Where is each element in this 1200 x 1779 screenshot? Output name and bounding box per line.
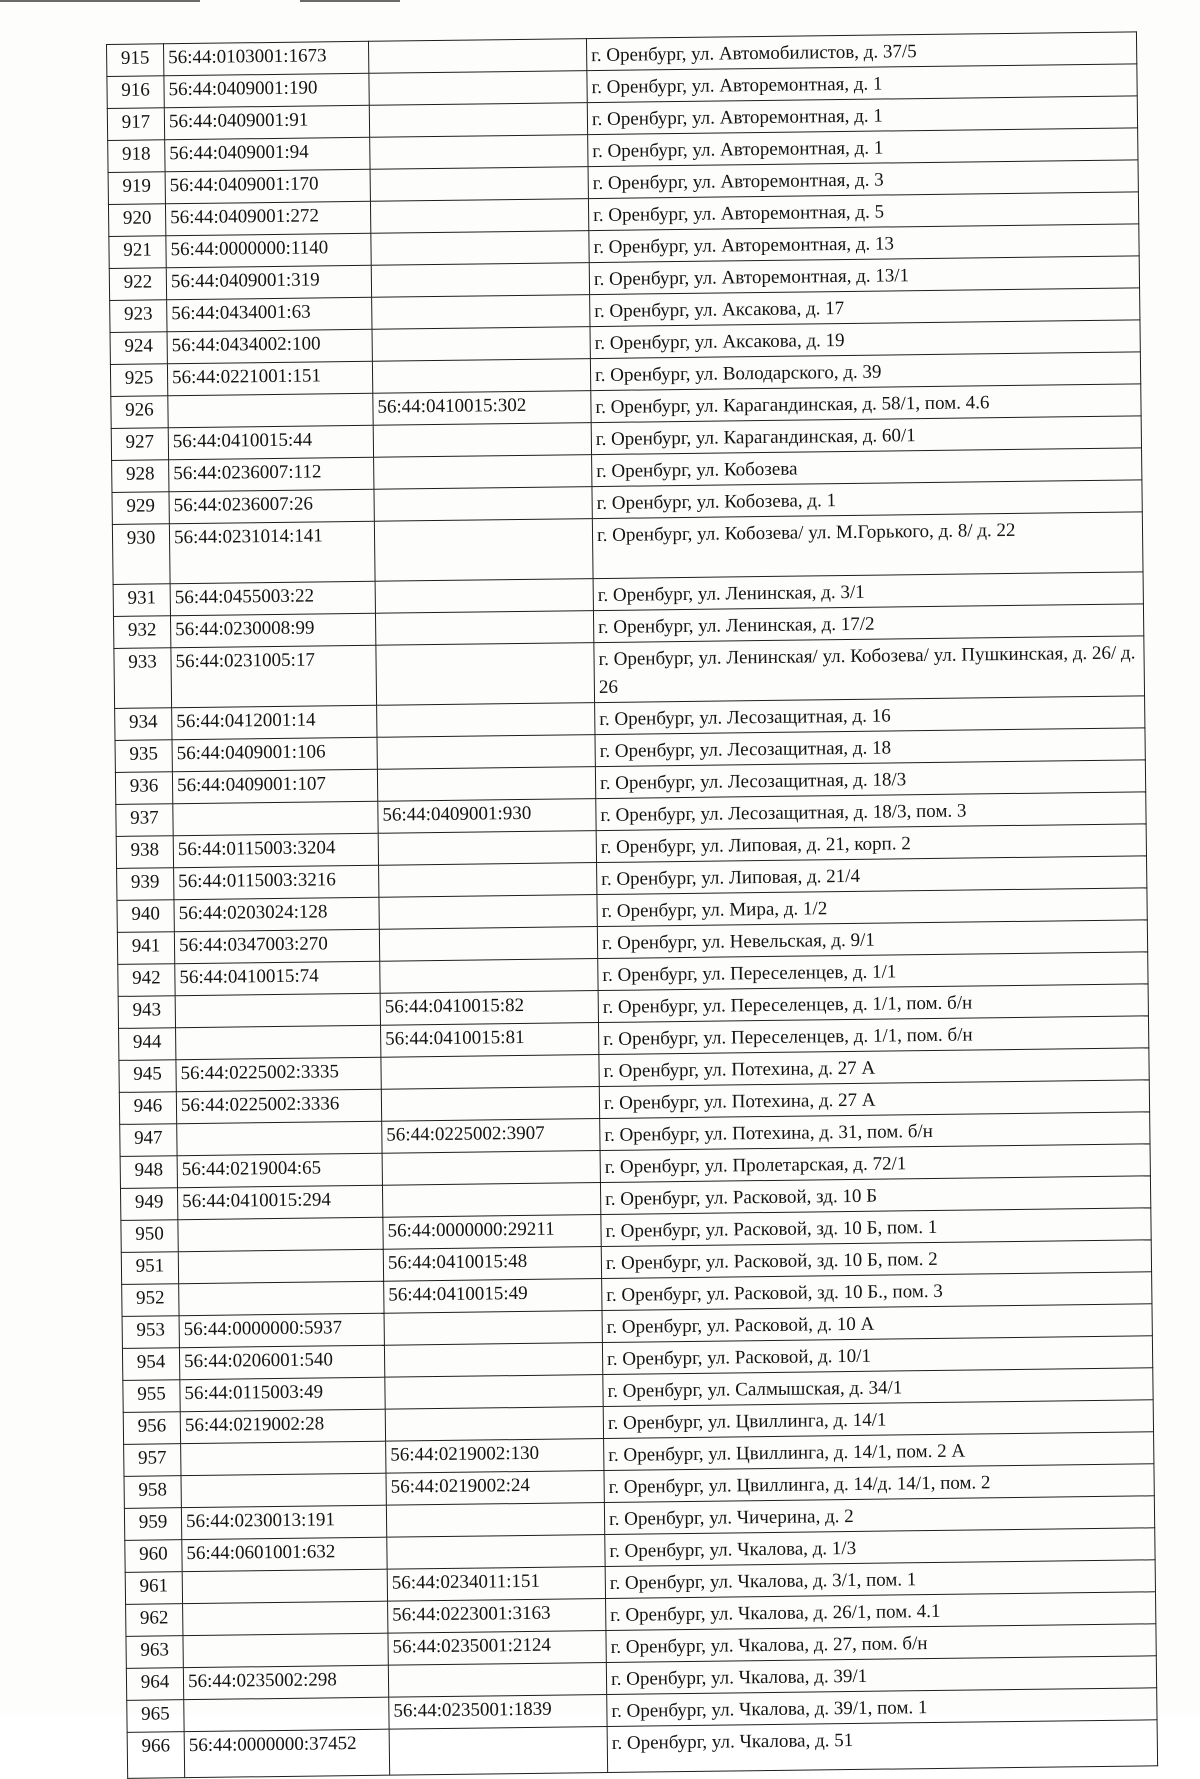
row-number: 921 (109, 236, 166, 269)
premises-cadastral-number (374, 519, 593, 582)
address-cell: г. Оренбург, ул. Кобозева (592, 448, 1142, 487)
address-cell: г. Оренбург, ул. Автомобилистов, д. 37/5 (586, 32, 1136, 71)
premises-cadastral-number (385, 1407, 603, 1442)
premises-cadastral-number: 56:44:0219002:130 (386, 1439, 604, 1474)
parcel-cadastral-number: 56:44:0000000:1140 (166, 233, 371, 268)
premises-cadastral-number (369, 71, 587, 106)
premises-cadastral-number: 56:44:0234011:151 (387, 1567, 605, 1602)
row-number: 961 (125, 1572, 182, 1605)
parcel-cadastral-number: 56:44:0409001:170 (165, 169, 370, 204)
parcel-cadastral-number (168, 393, 373, 428)
address-cell: г. Оренбург, ул. Авторемонтная, д. 1 (587, 64, 1137, 103)
address-cell: г. Оренбург, ул. Чкалова, д. 39/1 (606, 1656, 1156, 1695)
row-number: 929 (112, 492, 169, 525)
row-number: 951 (121, 1252, 178, 1285)
parcel-cadastral-number: 56:44:0410015:74 (175, 961, 380, 996)
row-number: 956 (123, 1412, 180, 1445)
row-number: 918 (108, 140, 165, 173)
address-cell: г. Оренбург, ул. Чичерина, д. 2 (604, 1496, 1154, 1535)
row-number: 941 (117, 932, 174, 965)
address-cell: г. Оренбург, ул. Липовая, д. 21/4 (597, 856, 1147, 895)
row-number: 954 (122, 1348, 179, 1381)
parcel-cadastral-number: 56:44:0409001:94 (165, 137, 370, 172)
premises-cadastral-number: 56:44:0410015:82 (380, 991, 598, 1026)
parcel-cadastral-number (175, 993, 380, 1028)
address-cell: г. Оренбург, ул. Авторемонтная, д. 3 (588, 160, 1138, 199)
parcel-cadastral-number (173, 801, 378, 836)
address-cell: г. Оренбург, ул. Потехина, д. 31, пом. б/н (600, 1112, 1150, 1151)
parcel-cadastral-number: 56:44:0219002:28 (180, 1409, 385, 1444)
parcel-cadastral-number: 56:44:0409001:272 (165, 201, 370, 236)
parcel-cadastral-number: 56:44:0434001:63 (167, 297, 372, 332)
registry-table-body (107, 32, 1158, 1778)
premises-cadastral-number (386, 1503, 604, 1538)
parcel-cadastral-number: 56:44:0230013:191 (181, 1505, 386, 1540)
row-number: 960 (125, 1540, 182, 1573)
row-number: 957 (124, 1444, 181, 1477)
address-cell: г. Оренбург, ул. Расковой, зд. 10 Б., пом. 3 (602, 1272, 1152, 1311)
premises-cadastral-number (377, 735, 595, 770)
premises-cadastral-number: 56:44:0410015:49 (384, 1279, 602, 1314)
premises-cadastral-number: 56:44:0235001:1839 (389, 1695, 607, 1730)
parcel-cadastral-number (179, 1281, 384, 1316)
address-cell: г. Оренбург, ул. Чкалова, д. 27, пом. б/н (606, 1624, 1156, 1663)
address-cell: г. Оренбург, ул. Кобозева, д. 1 (592, 480, 1142, 519)
parcel-cadastral-number: 56:44:0236007:112 (169, 457, 374, 492)
row-number: 927 (111, 428, 168, 461)
premises-cadastral-number (378, 831, 596, 866)
address-cell: г. Оренбург, ул. Ленинская, д. 17/2 (593, 604, 1143, 643)
address-cell: г. Оренбург, ул. Расковой, д. 10/1 (602, 1336, 1152, 1375)
parcel-cadastral-number (177, 1121, 382, 1156)
row-number: 933 (114, 648, 172, 709)
row-number: 945 (119, 1060, 176, 1093)
parcel-cadastral-number: 56:44:0231005:17 (171, 645, 377, 708)
parcel-cadastral-number (182, 1569, 387, 1604)
row-number: 916 (107, 76, 164, 109)
row-number: 925 (110, 364, 167, 397)
address-cell: г. Оренбург, ул. Аксакова, д. 19 (590, 320, 1140, 359)
row-number: 963 (126, 1636, 183, 1669)
parcel-cadastral-number: 56:44:0410015:294 (177, 1185, 382, 1220)
row-number: 932 (113, 616, 170, 649)
row-number: 928 (112, 460, 169, 493)
scan-edge-mark (300, 0, 400, 2)
row-number: 920 (108, 204, 165, 237)
premises-cadastral-number: 56:44:0219002:24 (386, 1471, 604, 1506)
address-cell: г. Оренбург, ул. Мира, д. 1/2 (597, 888, 1147, 927)
row-number: 917 (107, 108, 164, 141)
premises-cadastral-number: 56:44:0225002:3907 (382, 1119, 600, 1154)
premises-cadastral-number: 56:44:0000000:29211 (383, 1215, 601, 1250)
row-number: 965 (127, 1700, 184, 1733)
row-number: 955 (123, 1380, 180, 1413)
address-cell: г. Оренбург, ул. Переселенцев, д. 1/1, пом. б/н (598, 1016, 1148, 1055)
row-number: 935 (115, 740, 172, 773)
row-number: 923 (110, 300, 167, 333)
row-number: 934 (115, 708, 172, 741)
row-number: 946 (119, 1092, 176, 1125)
parcel-cadastral-number: 56:44:0000000:5937 (179, 1313, 384, 1348)
row-number: 966 (127, 1732, 185, 1779)
premises-cadastral-number: 56:44:0410015:302 (373, 391, 591, 426)
parcel-cadastral-number: 56:44:0115003:3204 (173, 833, 378, 868)
premises-cadastral-number (375, 579, 593, 614)
premises-cadastral-number (381, 1055, 599, 1090)
parcel-cadastral-number: 56:44:0235002:298 (183, 1665, 388, 1700)
premises-cadastral-number (385, 1375, 603, 1410)
registry-table (106, 31, 1158, 1778)
address-cell: г. Оренбург, ул. Авторемонтная, д. 13/1 (589, 256, 1139, 295)
row-number: 953 (122, 1316, 179, 1349)
row-number: 924 (110, 332, 167, 365)
row-number: 949 (120, 1188, 177, 1221)
parcel-cadastral-number (176, 1025, 381, 1060)
parcel-cadastral-number: 56:44:0236007:26 (169, 489, 374, 524)
row-number: 944 (119, 1028, 176, 1061)
parcel-cadastral-number: 56:44:0115003:49 (180, 1377, 385, 1412)
parcel-cadastral-number: 56:44:0409001:107 (172, 769, 377, 804)
address-cell: г. Оренбург, ул. Потехина, д. 27 А (599, 1080, 1149, 1119)
premises-cadastral-number (374, 487, 592, 522)
parcel-cadastral-number: 56:44:0410015:44 (168, 425, 373, 460)
address-cell: г. Оренбург, ул. Цвиллинга, д. 14/1 (603, 1400, 1153, 1439)
premises-cadastral-number (372, 295, 590, 330)
premises-cadastral-number (387, 1535, 605, 1570)
premises-cadastral-number (381, 1087, 599, 1122)
scan-edge-mark (0, 0, 200, 2)
parcel-cadastral-number: 56:44:0103001:1673 (164, 41, 369, 76)
parcel-cadastral-number: 56:44:0455003:22 (170, 581, 375, 616)
parcel-cadastral-number (181, 1441, 386, 1476)
parcel-cadastral-number (178, 1217, 383, 1252)
parcel-cadastral-number: 56:44:0225002:3336 (176, 1089, 381, 1124)
row-number: 937 (116, 804, 173, 837)
premises-cadastral-number (379, 927, 597, 962)
address-cell: г. Оренбург, ул. Ленинская, д. 3/1 (593, 572, 1143, 611)
address-cell: г. Оренбург, ул. Лесозащитная, д. 18 (595, 728, 1145, 767)
address-cell: г. Оренбург, ул. Цвиллинга, д. 14/1, пом. 2 А (604, 1432, 1154, 1471)
premises-cadastral-number (379, 895, 597, 930)
premises-cadastral-number (389, 1727, 608, 1776)
row-number: 948 (120, 1156, 177, 1189)
address-cell: г. Оренбург, ул. Чкалова, д. 3/1, пом. 1 (605, 1560, 1155, 1599)
parcel-cadastral-number: 56:44:0206001:540 (179, 1345, 384, 1380)
parcel-cadastral-number (183, 1633, 388, 1668)
address-cell: г. Оренбург, ул. Цвиллинга, д. 14/д. 14/1, пом. 2 (604, 1464, 1154, 1503)
address-cell: г. Оренбург, ул. Авторемонтная, д. 13 (589, 224, 1139, 263)
premises-cadastral-number (384, 1311, 602, 1346)
parcel-cadastral-number: 56:44:0409001:106 (172, 737, 377, 772)
parcel-cadastral-number: 56:44:0000000:37452 (184, 1729, 390, 1778)
parcel-cadastral-number: 56:44:0219004:65 (177, 1153, 382, 1188)
address-cell: г. Оренбург, ул. Авторемонтная, д. 1 (587, 96, 1137, 135)
premises-cadastral-number (379, 863, 597, 898)
row-number: 950 (121, 1220, 178, 1253)
address-cell: г. Оренбург, ул. Володарского, д. 39 (590, 352, 1140, 391)
address-cell: г. Оренбург, ул. Авторемонтная, д. 1 (588, 128, 1138, 167)
address-cell: г. Оренбург, ул. Расковой, зд. 10 Б (600, 1176, 1150, 1215)
parcel-cadastral-number: 56:44:0347003:270 (174, 929, 379, 964)
parcel-cadastral-number: 56:44:0115003:3216 (174, 865, 379, 900)
row-number: 919 (108, 172, 165, 205)
address-cell: г. Оренбург, ул. Чкалова, д. 39/1, пом. 1 (607, 1688, 1157, 1727)
address-cell: г. Оренбург, ул. Липовая, д. 21, корп. 2 (596, 824, 1146, 863)
premises-cadastral-number (380, 959, 598, 994)
address-cell: г. Оренбург, ул. Пролетарская, д. 72/1 (600, 1144, 1150, 1183)
row-number: 947 (120, 1124, 177, 1157)
premises-cadastral-number (374, 455, 592, 490)
premises-cadastral-number (388, 1663, 606, 1698)
row-number: 939 (117, 868, 174, 901)
premises-cadastral-number: 56:44:0223001:3163 (388, 1599, 606, 1634)
address-cell: г. Оренбург, ул. Карагандинская, д. 58/1, пом. 4.6 (591, 384, 1141, 423)
row-number: 936 (115, 772, 172, 805)
premises-cadastral-number: 56:44:0235001:2124 (388, 1631, 606, 1666)
address-cell: г. Оренбург, ул. Чкалова, д. 1/3 (605, 1528, 1155, 1567)
parcel-cadastral-number: 56:44:0409001:319 (166, 265, 371, 300)
parcel-cadastral-number: 56:44:0412001:14 (172, 705, 377, 740)
address-cell: г. Оренбург, ул. Лесозащитная, д. 18/3, пом. 3 (596, 792, 1146, 831)
parcel-cadastral-number: 56:44:0225002:3335 (176, 1057, 381, 1092)
row-number: 962 (126, 1604, 183, 1637)
premises-cadastral-number: 56:44:0410015:48 (383, 1247, 601, 1282)
address-cell: г. Оренбург, ул. Расковой, зд. 10 Б, пом. 1 (601, 1208, 1151, 1247)
address-cell: г. Оренбург, ул. Переселенцев, д. 1/1 (598, 952, 1148, 991)
premises-cadastral-number (368, 39, 586, 74)
parcel-cadastral-number: 56:44:0409001:190 (164, 73, 369, 108)
address-cell: г. Оренбург, ул. Расковой, д. 10 А (602, 1304, 1152, 1343)
row-number: 958 (124, 1476, 181, 1509)
row-number: 942 (118, 964, 175, 997)
parcel-cadastral-number (178, 1249, 383, 1284)
premises-cadastral-number: 56:44:0409001:930 (378, 799, 596, 834)
premises-cadastral-number (375, 611, 593, 646)
premises-cadastral-number (370, 135, 588, 170)
row-number: 943 (118, 996, 175, 1029)
address-cell: г. Оренбург, ул. Потехина, д. 27 А (599, 1048, 1149, 1087)
address-cell: г. Оренбург, ул. Чкалова, д. 26/1, пом. 4.1 (606, 1592, 1156, 1631)
premises-cadastral-number (377, 703, 595, 738)
row-number: 959 (124, 1508, 181, 1541)
parcel-cadastral-number (183, 1601, 388, 1636)
row-number: 926 (111, 396, 168, 429)
premises-cadastral-number (371, 231, 589, 266)
premises-cadastral-number (370, 167, 588, 202)
address-cell: г. Оренбург, ул. Лесозащитная, д. 16 (595, 696, 1145, 735)
address-cell: г. Оренбург, ул. Карагандинская, д. 60/1 (591, 416, 1141, 455)
premises-cadastral-number (371, 263, 589, 298)
address-cell: г. Оренбург, ул. Лесозащитная, д. 18/3 (595, 760, 1145, 799)
parcel-cadastral-number: 56:44:0230008:99 (170, 613, 375, 648)
premises-cadastral-number (384, 1343, 602, 1378)
premises-cadastral-number (370, 199, 588, 234)
address-cell: г. Оренбург, ул. Переселенцев, д. 1/1, пом. б/н (598, 984, 1148, 1023)
premises-cadastral-number (376, 643, 595, 706)
parcel-cadastral-number: 56:44:0409001:91 (164, 105, 369, 140)
premises-cadastral-number (373, 423, 591, 458)
row-number: 964 (126, 1668, 183, 1701)
parcel-cadastral-number: 56:44:0203024:128 (174, 897, 379, 932)
address-cell: г. Оренбург, ул. Чкалова, д. 51 (607, 1720, 1158, 1773)
parcel-cadastral-number: 56:44:0221001:151 (167, 361, 372, 396)
address-cell: г. Оренбург, ул. Расковой, зд. 10 Б, пом. 2 (601, 1240, 1151, 1279)
row-number: 938 (116, 836, 173, 869)
row-number: 930 (112, 524, 170, 585)
row-number: 940 (117, 900, 174, 933)
premises-cadastral-number (372, 327, 590, 362)
premises-cadastral-number: 56:44:0410015:81 (381, 1023, 599, 1058)
row-number: 915 (107, 44, 164, 77)
row-number: 922 (109, 268, 166, 301)
row-number: 952 (122, 1284, 179, 1317)
parcel-cadastral-number (184, 1697, 389, 1732)
premises-cadastral-number (377, 767, 595, 802)
parcel-cadastral-number: 56:44:0434002:100 (167, 329, 372, 364)
parcel-cadastral-number (181, 1473, 386, 1508)
premises-cadastral-number (372, 359, 590, 394)
address-cell: г. Оренбург, ул. Кобозева/ ул. М.Горького, д. 8/ д. 22 (592, 512, 1143, 579)
premises-cadastral-number (369, 103, 587, 138)
premises-cadastral-number (382, 1151, 600, 1186)
address-cell: г. Оренбург, ул. Ленинская/ ул. Кобозева/ ул. Пушкинская, д. 26/ д. 26 (594, 636, 1145, 703)
address-cell: г. Оренбург, ул. Авторемонтная, д. 5 (588, 192, 1138, 231)
address-cell: г. Оренбург, ул. Невельская, д. 9/1 (597, 920, 1147, 959)
parcel-cadastral-number: 56:44:0601001:632 (182, 1537, 387, 1572)
premises-cadastral-number (382, 1183, 600, 1218)
parcel-cadastral-number: 56:44:0231014:141 (169, 521, 375, 584)
address-cell: г. Оренбург, ул. Салмышская, д. 34/1 (603, 1368, 1153, 1407)
row-number: 931 (113, 584, 170, 617)
address-cell: г. Оренбург, ул. Аксакова, д. 17 (590, 288, 1140, 327)
